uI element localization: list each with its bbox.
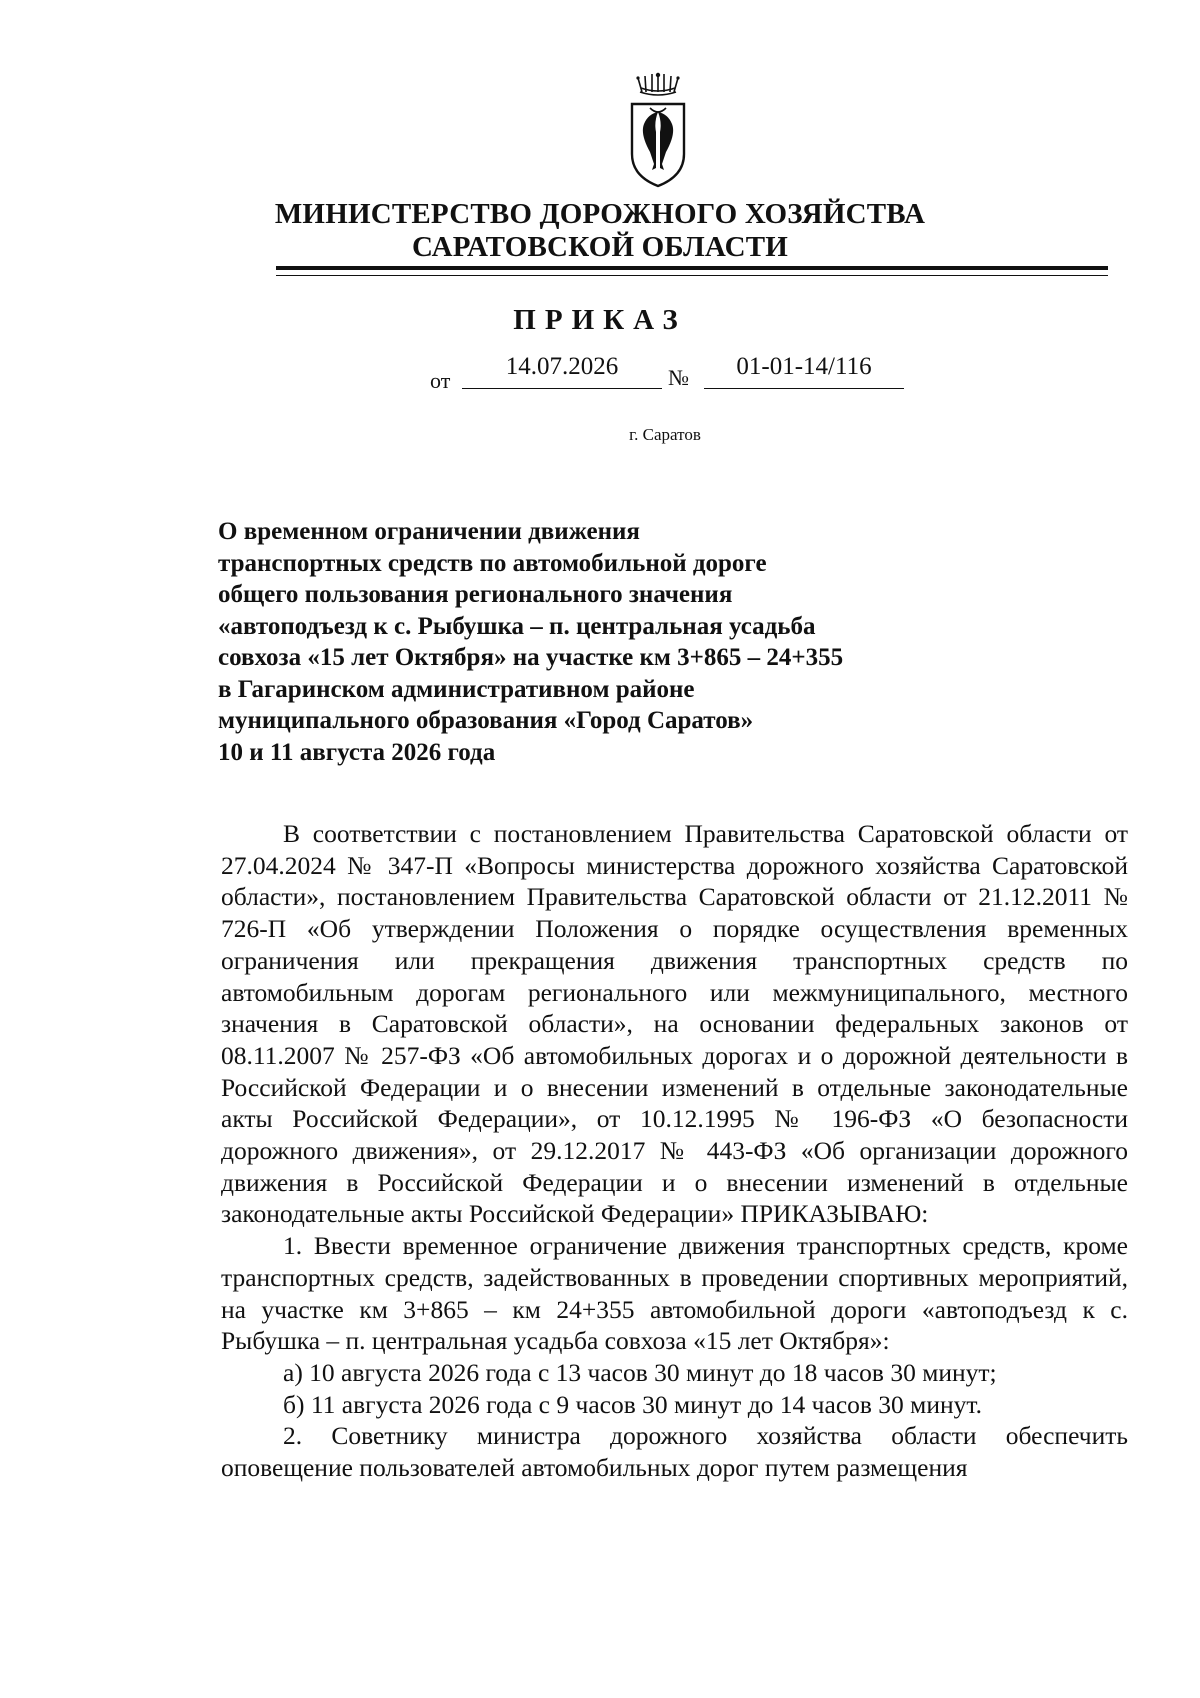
subject-line: совхоза «15 лет Октября» на участке км 3+865 – 24+355 [218, 644, 844, 671]
coat-of-arms-icon [628, 72, 688, 190]
subject-line: в Гагаринском административном районе [218, 675, 695, 703]
header-divider-thick [276, 266, 1108, 270]
date-underline [462, 388, 662, 389]
city-label: г. Саратов [629, 425, 701, 444]
subject-line: «автоподъезд к с. Рыбушка – п. центральная усадьба [218, 612, 816, 640]
order-date: 14.07.2026 [505, 353, 619, 380]
order-item-1a: а) 10 августа 2026 года с 13 часов 30 минут до 18 часов 30 минут; [283, 1357, 997, 1387]
subject-line: общего пользования регионального значения [218, 581, 733, 608]
order-body [221, 818, 1128, 1484]
number-label: № [668, 365, 689, 390]
number-underline [704, 388, 904, 389]
order-item-1b: б) 11 августа 2026 года с 9 часов 30 минут до 14 часов 30 минут. [283, 1389, 982, 1419]
ministry-title-line1: МИНИСТЕРСТВО ДОРОЖНОГО ХОЗЯЙСТВА [274, 198, 926, 230]
preamble-paragraph: В соответствии с постановлением Правительства Саратовской области от 27.04.2024 № 347-П «Вопросы министерства дорожного хозяйства Саратовской области», постановлением Правительства Саратовской области от 21.12.2011 № 726-П «Об утверждении Положения о порядке осуществления временных ограничения или прекращения движения транспортных средств по автомобильным дорогам регионального или межмуниципального, местного значения в Саратовской области», на основании федеральных законов от 08.11.2007 № 257-ФЗ «Об автомобильных дорогах и о дорожной деятельности в Российской Федерации и о внесении изменений в отдельные законодательные акты Российской Федерации», от 10.12.1995 № 196-ФЗ «О безопасности дорожного движения», от 29.12.2017 № 443-ФЗ «Об организации дорожного движения в Российской Федерации и о внесении изменений в отдельные законодательные акты Российской Федерации» ПРИКАЗЫВАЮ: [221, 819, 1128, 1229]
document-type-title: ПРИКАЗ [513, 304, 687, 336]
order-number: 01-01-14/116 [736, 353, 872, 380]
header-divider-thin [276, 275, 1108, 276]
subject-line: 10 и 11 августа 2026 года [218, 738, 496, 766]
subject-line: муниципального образования «Город Саратов» [218, 707, 754, 734]
subject-line: О временном ограничении движения [218, 518, 640, 545]
order-subject [218, 516, 938, 768]
order-item-2: 2. Советнику министра дорожного хозяйства области обеспечить оповещение пользователей автомобильных дорог путем размещения [221, 1421, 1128, 1483]
date-label: от [430, 368, 451, 393]
subject-line: транспортных средств по автомобильной дороге [218, 549, 767, 577]
order-item-1: 1. Ввести временное ограничение движения транспортных средств, кроме транспортных средств, задействованных в проведении спортивных мероприятий, на участке км 3+865 – км 24+355 автомобильной дороги «автоподъезд к с. Рыбушка – п. центральная усадьба совхоза «15 лет Октября»: [221, 1231, 1128, 1356]
ministry-title-line2: САРАТОВСКОЙ ОБЛАСТИ [411, 231, 789, 263]
